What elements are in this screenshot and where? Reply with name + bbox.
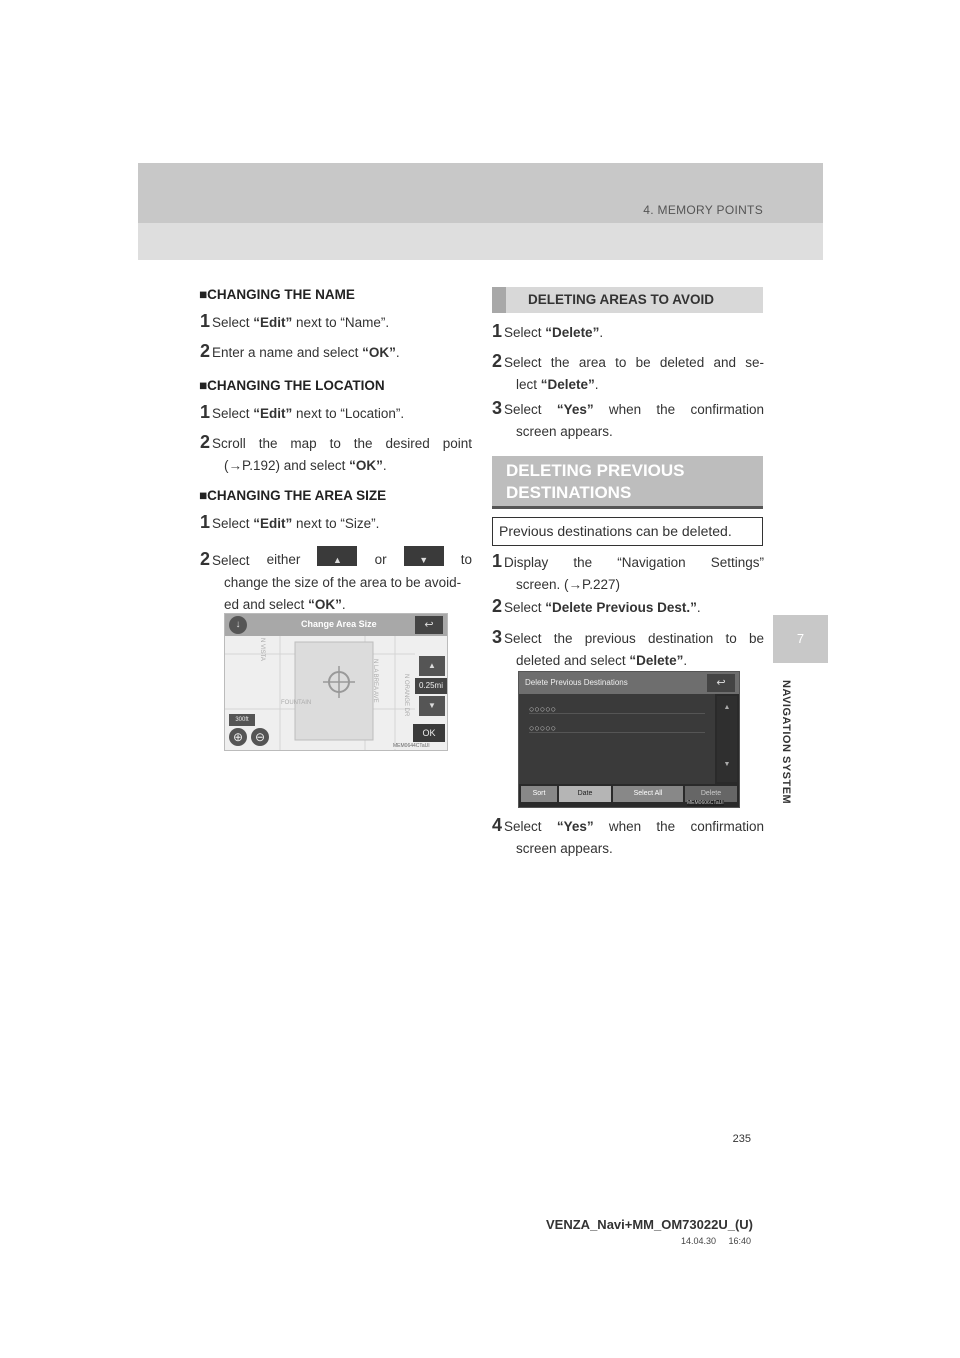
date-button[interactable]: Date	[559, 786, 611, 802]
heading-changing-location: ■CHANGING THE LOCATION	[199, 378, 385, 393]
scroll-up-icon: ▲	[317, 546, 357, 566]
header-band-lower	[138, 223, 823, 260]
map-label: N ORANGE DR	[403, 674, 409, 717]
sort-button[interactable]: Sort	[521, 786, 557, 802]
section-bar-indicator	[492, 287, 506, 313]
screen-title: Delete Previous Destinations	[525, 678, 628, 687]
step-prev-3: 3 Select the previous destination to be deleted and select “Delete”.	[492, 627, 764, 668]
compass-icon[interactable]: ↓	[229, 616, 247, 634]
chapter-tab: 7	[773, 615, 828, 663]
step-avoid-1: 1 Select “Delete”.	[492, 321, 604, 341]
step-loc-2: 2 Scroll the map to the desired point (→P.192) and select “OK”.	[200, 432, 472, 473]
step-size-1: 1 Select “Edit” next to “Size”.	[200, 512, 380, 532]
section-heading-deleting-previous: DELETING PREVIOUS DESTINATIONS	[492, 456, 763, 509]
step-name-1: 1 Select “Edit” next to “Name”.	[200, 311, 390, 331]
intro-box: Previous destinations can be deleted.	[492, 517, 763, 546]
zoom-out-icon[interactable]: ⊖	[251, 728, 269, 746]
size-up-button[interactable]: ▲	[419, 656, 445, 676]
back-icon[interactable]: ↩	[415, 616, 443, 634]
scroll-down-icon[interactable]: ▼	[723, 761, 731, 768]
change-area-size-screen	[224, 613, 448, 751]
page-number: 235	[732, 1133, 751, 1145]
zoom-in-icon[interactable]: ⊕	[229, 728, 247, 746]
delete-previous-destinations-screen	[518, 671, 740, 808]
chapter-label: NAVIGATION SYSTEM	[780, 680, 792, 805]
list-item[interactable]: ○○○○○	[529, 718, 705, 733]
timestamp: 14.04.30 16:40	[680, 1236, 751, 1246]
list-item[interactable]: ○○○○○	[529, 699, 705, 714]
step-loc-1: 1 Select “Edit” next to “Location”.	[200, 402, 405, 422]
heading-changing-name: ■CHANGING THE NAME	[199, 287, 355, 302]
delete-button[interactable]: Delete	[685, 786, 737, 802]
step-prev-4: 4 Select “Yes” when the confirmation screen appears.	[492, 815, 764, 856]
scrollbar[interactable]	[717, 696, 737, 782]
scroll-down-icon: ▼	[404, 546, 444, 566]
section-title: 4. MEMORY POINTS	[643, 203, 763, 217]
heading-changing-area-size: ■CHANGING THE AREA SIZE	[199, 488, 387, 503]
image-code: MEM0644CTaUI	[393, 743, 430, 749]
image-code: MEM0606CTaUI	[687, 800, 724, 806]
zoom-scale: 300ft	[229, 714, 255, 726]
back-icon[interactable]: ↩	[707, 674, 735, 692]
step-avoid-3: 3 Select “Yes” when the confirmation screen appears.	[492, 398, 764, 439]
select-all-button[interactable]: Select All	[613, 786, 683, 802]
scale-readout: 0.25mi	[415, 678, 447, 694]
step-prev-2: 2 Select “Delete Previous Dest.”.	[492, 596, 701, 616]
step-name-2: 2 Enter a name and select “OK”.	[200, 341, 400, 361]
size-down-button[interactable]: ▼	[419, 696, 445, 716]
ok-button[interactable]: OK	[413, 724, 445, 742]
section-bar-deleting-areas	[492, 287, 763, 313]
scroll-up-icon[interactable]: ▲	[723, 704, 731, 711]
step-size-2: 2 Select either ▲ or ▼ to change the size of the area to be avoid- ed and select “OK”.	[200, 548, 472, 616]
map-label: FOUNTAIN	[281, 700, 312, 706]
step-avoid-2: 2 Select the area to be deleted and se- lect “Delete”.	[492, 351, 764, 392]
section-bar-label: DELETING AREAS TO AVOID	[528, 292, 715, 307]
map-label: N VISTA	[259, 638, 265, 661]
screen-title: Change Area Size	[301, 619, 377, 629]
document-code: VENZA_Navi+MM_OM73022U_(U)	[546, 1217, 753, 1232]
step-prev-1: 1 Display the “Navigation Settings” screen. (→P.227)	[492, 551, 764, 592]
map-label: N LA BREA AVE	[372, 659, 378, 703]
